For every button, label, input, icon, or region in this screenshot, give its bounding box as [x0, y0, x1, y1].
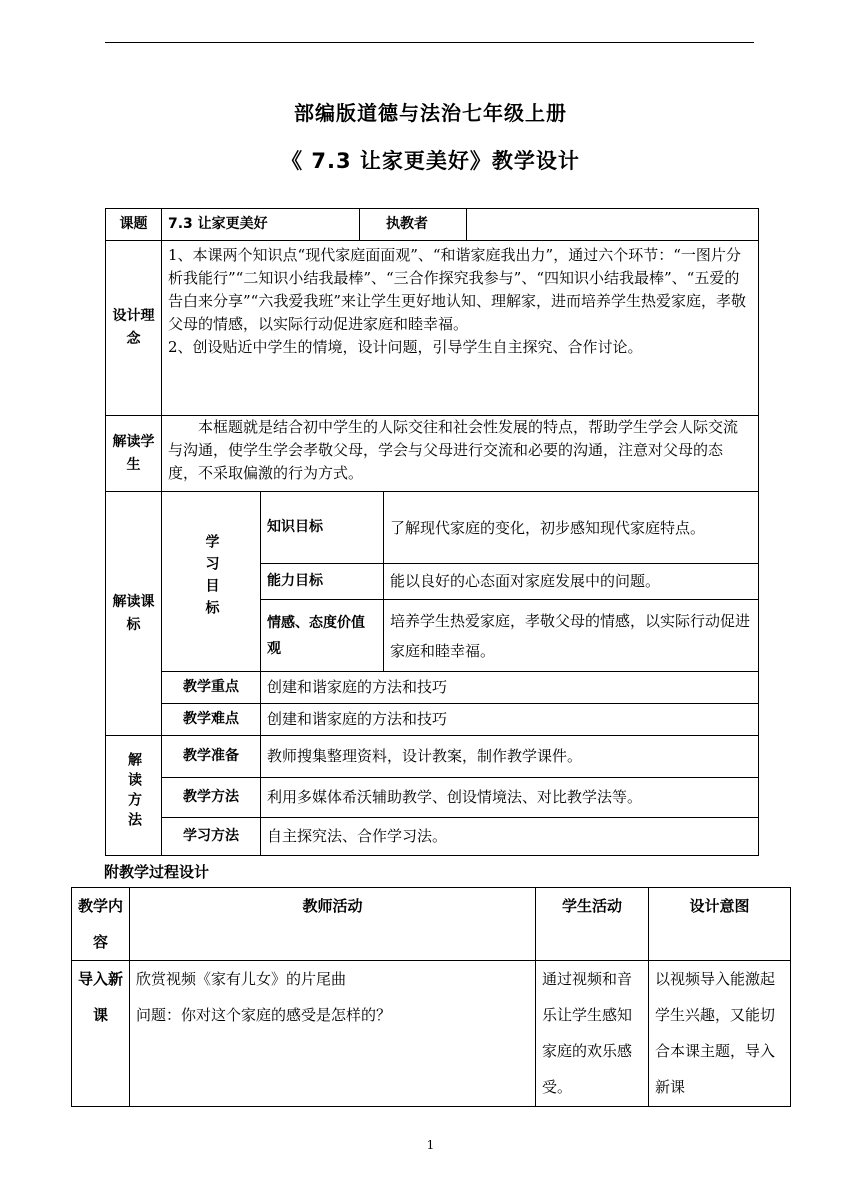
row-student: 通过视频和音乐让学生感知家庭的欢乐感受。 [536, 961, 649, 1107]
emotion-label: 情感、态度价值观 [261, 600, 384, 672]
teach-method-label: 教学方法 [162, 778, 261, 818]
topic-value: 7.3 让家更美好 [162, 209, 360, 241]
design-label: 设计理念 [106, 241, 162, 416]
ability-text: 能以良好的心态面对家庭发展中的问题。 [384, 564, 759, 600]
row-content: 导入新课 [72, 961, 130, 1107]
design-text-1: 1、本课两个知识点“现代家庭面面观”、“和谐家庭我出力”，通过六个环节：“一图片分析我能行”“二知识小结我最棒”、“三合作探究我参与”、“四知识小结我最棒”、“五爱的告白来分享”“六我爱我班”来让学生更好地认知、理解家，进而培养学生热爱家庭，孝敬父母的情感，以实际行动促进家庭和睦幸福。 [168, 246, 747, 333]
teacher-label: 执教者 [360, 209, 467, 241]
standards-label: 解读课标 [106, 492, 162, 736]
header-teacher: 教师活动 [130, 888, 536, 961]
ability-label: 能力目标 [261, 564, 384, 600]
row-teacher [130, 961, 536, 1107]
knowledge-label: 知识目标 [261, 492, 384, 564]
students-label: 解读学生 [106, 416, 162, 492]
knowledge-text: 了解现代家庭的变化，初步感知现代家庭特点。 [384, 492, 759, 564]
design-text-2: 2、创设贴近中学生的情境，设计问题，引导学生自主探究、合作讨论。 [168, 338, 643, 356]
method-section-label: 解读方法 [106, 736, 162, 856]
page-number: 1 [426, 1138, 435, 1152]
document-subtitle: 《 7.3 让家更美好》教学设计 [281, 149, 580, 173]
topic-label: 课题 [106, 209, 162, 241]
header-rule [105, 42, 754, 43]
teacher-line-1: 欣赏视频《家有儿女》的片尾曲 [136, 970, 347, 988]
teacher-value [467, 209, 759, 241]
goals-label: 学习目标 [162, 492, 261, 672]
prep-text: 教师搜集整理资料，设计教案，制作教学课件。 [261, 736, 759, 778]
difficulty-text: 创建和谐家庭的方法和技巧 [261, 704, 759, 736]
process-table [71, 887, 791, 1107]
students-text: 本框题就是结合初中学生的人际交往和社会性发展的特点，帮助学生学会人际交流与沟通，使学生学会孝敬父母，学会与父母进行交流和必要的沟通，注意对父母的态度，不采取偏激的行为方式。 [162, 416, 759, 492]
header-student: 学生活动 [536, 888, 649, 961]
learn-method-text: 自主探究法、合作学习法。 [261, 818, 759, 856]
appendix-title: 附教学过程设计 [104, 863, 210, 881]
learn-method-label: 学习方法 [162, 818, 261, 856]
header-content: 教学内容 [72, 888, 130, 961]
teacher-line-2: 问题：你对这个家庭的感受是怎样的？ [136, 1006, 392, 1024]
keypoint-text: 创建和谐家庭的方法和技巧 [261, 672, 759, 704]
prep-label: 教学准备 [162, 736, 261, 778]
teach-method-text: 利用多媒体希沃辅助教学、创设情境法、对比教学法等。 [261, 778, 759, 818]
emotion-text: 培养学生热爱家庭，孝敬父母的情感，以实际行动促进家庭和睦幸福。 [384, 600, 759, 672]
design-content [162, 241, 759, 416]
row-intent: 以视频导入能激起学生兴趣，又能切合本课主题，导入新课 [649, 961, 791, 1107]
keypoint-label: 教学重点 [162, 672, 261, 704]
lesson-info-table [105, 208, 759, 856]
difficulty-label: 教学难点 [162, 704, 261, 736]
document-title: 部编版道德与法治七年级上册 [294, 101, 567, 125]
header-intent: 设计意图 [649, 888, 791, 961]
